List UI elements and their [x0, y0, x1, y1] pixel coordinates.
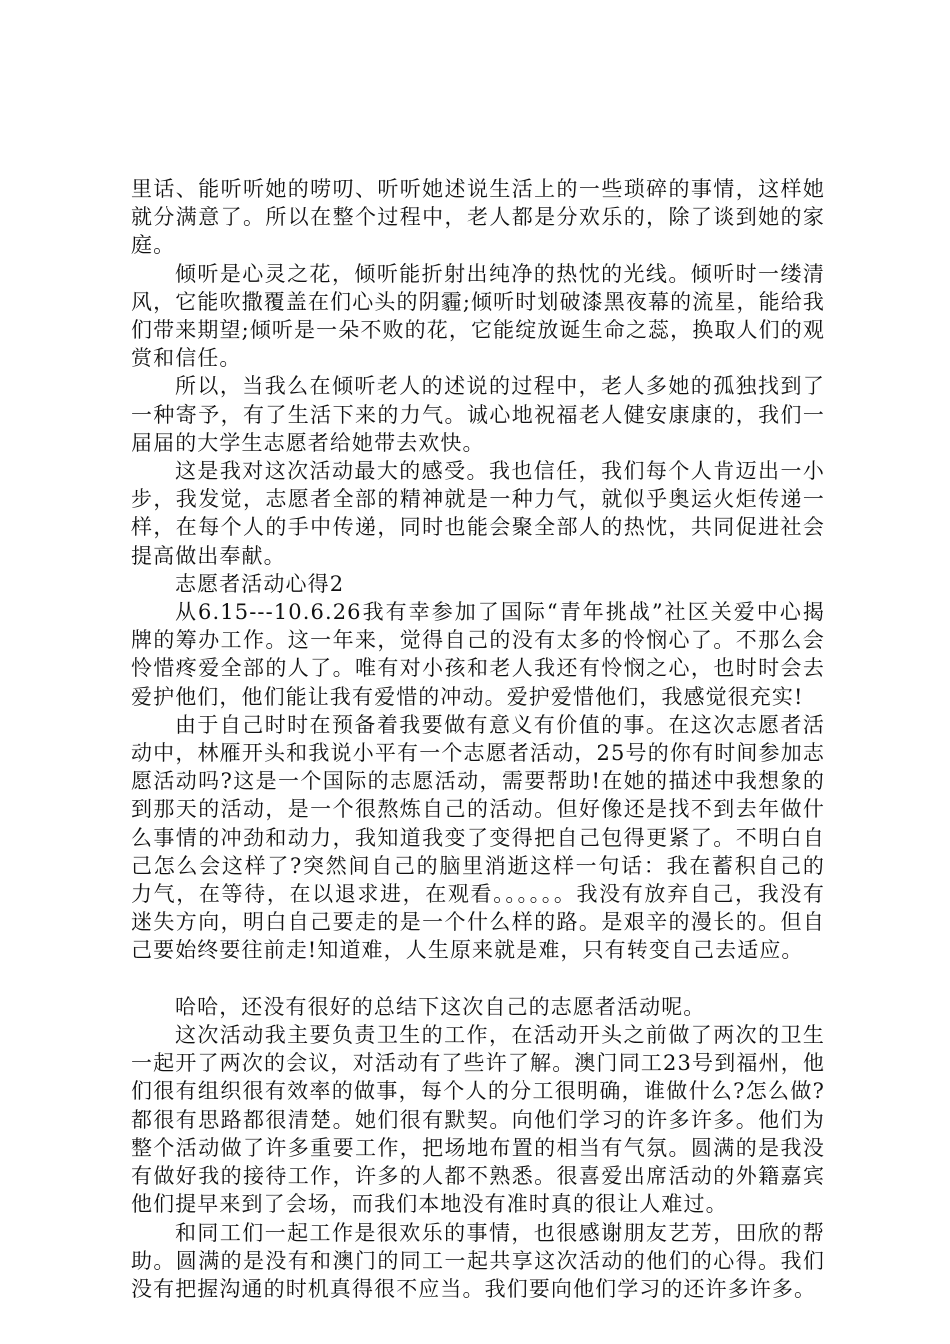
- paragraph-teamwork: 和同工们一起工作是很欢乐的事情，也很感谢朋友艺芳，田欣的帮助。圆满的是没有和澳门的同工一起共享这次活动的他们的心得。我们没有把握沟通的时机真得很不应当。我们要向他们学习的还许多许多。: [131, 1220, 825, 1301]
- paragraph-participation: 从6.15---10.6.26我有幸参加了国际“青年挑战”社区关爱中心揭牌的筹办工作。这一年来，觉得自己的没有太多的怜悯心了。不那么会怜惜疼爱全部的人了。唯有对小孩和老人我还有怜悯之心，也时时会去爱护他们，他们能让我有爱惜的冲动。爱护爱惜他们，我感觉很充实!: [131, 600, 825, 709]
- paragraph-elderly: 所以，当我么在倾听老人的述说的过程中，老人多她的孤独找到了一种寄予，有了生活下来的力气。诚心地祝福老人健安康康的，我们一届届的大学生志愿者给她带去欢快。: [131, 374, 825, 455]
- paragraph-listening: 倾听是心灵之花，倾听能折射出纯净的热忱的光线。倾听时一缕清风，它能吹撒覆盖在们心头的阴霾;倾听时划破漆黑夜幕的流星，能给我们带来期望;倾听是一朵不败的花，它能绽放诞生命之蕊，换取人们的观赏和信任。: [131, 261, 825, 371]
- paragraph-continuation: 里话、能听听她的唠叨、听听她述说生活上的一些琐碎的事情，这样她就分满意了。所以在整个过程中，老人都是分欢乐的，除了谈到她的家庭。: [131, 177, 825, 258]
- paragraph-feelings: 这是我对这次活动最大的感受。我也信任，我们每个人肯迈出一小步，我发觉，志愿者全部的精神就是一种力气，就似乎奥运火炬传递一样，在每个人的手中传递，同时也能会聚全部人的热忱，共同促进社会提高做出奉献。: [131, 459, 825, 568]
- document-body: [131, 175, 825, 1303]
- blank-line: [131, 965, 825, 993]
- paragraph-preparation: 由于自己时时在预备着我要做有意义有价值的事。在这次志愿者活动中，林雁开头和我说小平有一个志愿者活动，25号的你有时间参加志愿活动吗?这是一个国际的志愿活动，需要帮助!在她的描述中我想象的到那天的活动，是一个很熬炼自己的活动。但好像还是找不到去年做什么事情的冲劲和动力，我知道我变了变得把自己包得更紧了。不明白自己怎么会这样了?突然间自己的脑里消逝这样一句话：我在蓄积自己的力气，在等待，在以退求进，在观看。。。。。。我没有放弃自己，我没有迷失方向，明白自己要走的是一个什么样的路。是艰辛的漫长的。但自己要始终要往前走!知道难，人生原来就是难，只有转变自己去适应。: [131, 712, 825, 963]
- paragraph-summary-intro: 哈哈，还没有很好的总结下这次自己的志愿者活动呢。: [175, 994, 706, 1019]
- section-heading: 志愿者活动心得2: [175, 571, 345, 596]
- paragraph-hygiene-work: 这次活动我主要负责卫生的工作，在活动开头之前做了两次的卫生一起开了两次的会议，对活动有了些许了解。澳门同工23号到福州，他们很有组织很有效率的做事，每个人的分工很明确，谁做什么?怎么做?都很有思路都很清楚。她们很有默契。向他们学习的许多许多。他们为整个活动做了许多重要工作，把场地布置的相当有气氛。圆满的是我没有做好我的接待工作，许多的人都不熟悉。很喜爱出席活动的外籍嘉宾他们提早来到了会场，而我们本地没有准时真的很让人难过。: [131, 1023, 825, 1217]
